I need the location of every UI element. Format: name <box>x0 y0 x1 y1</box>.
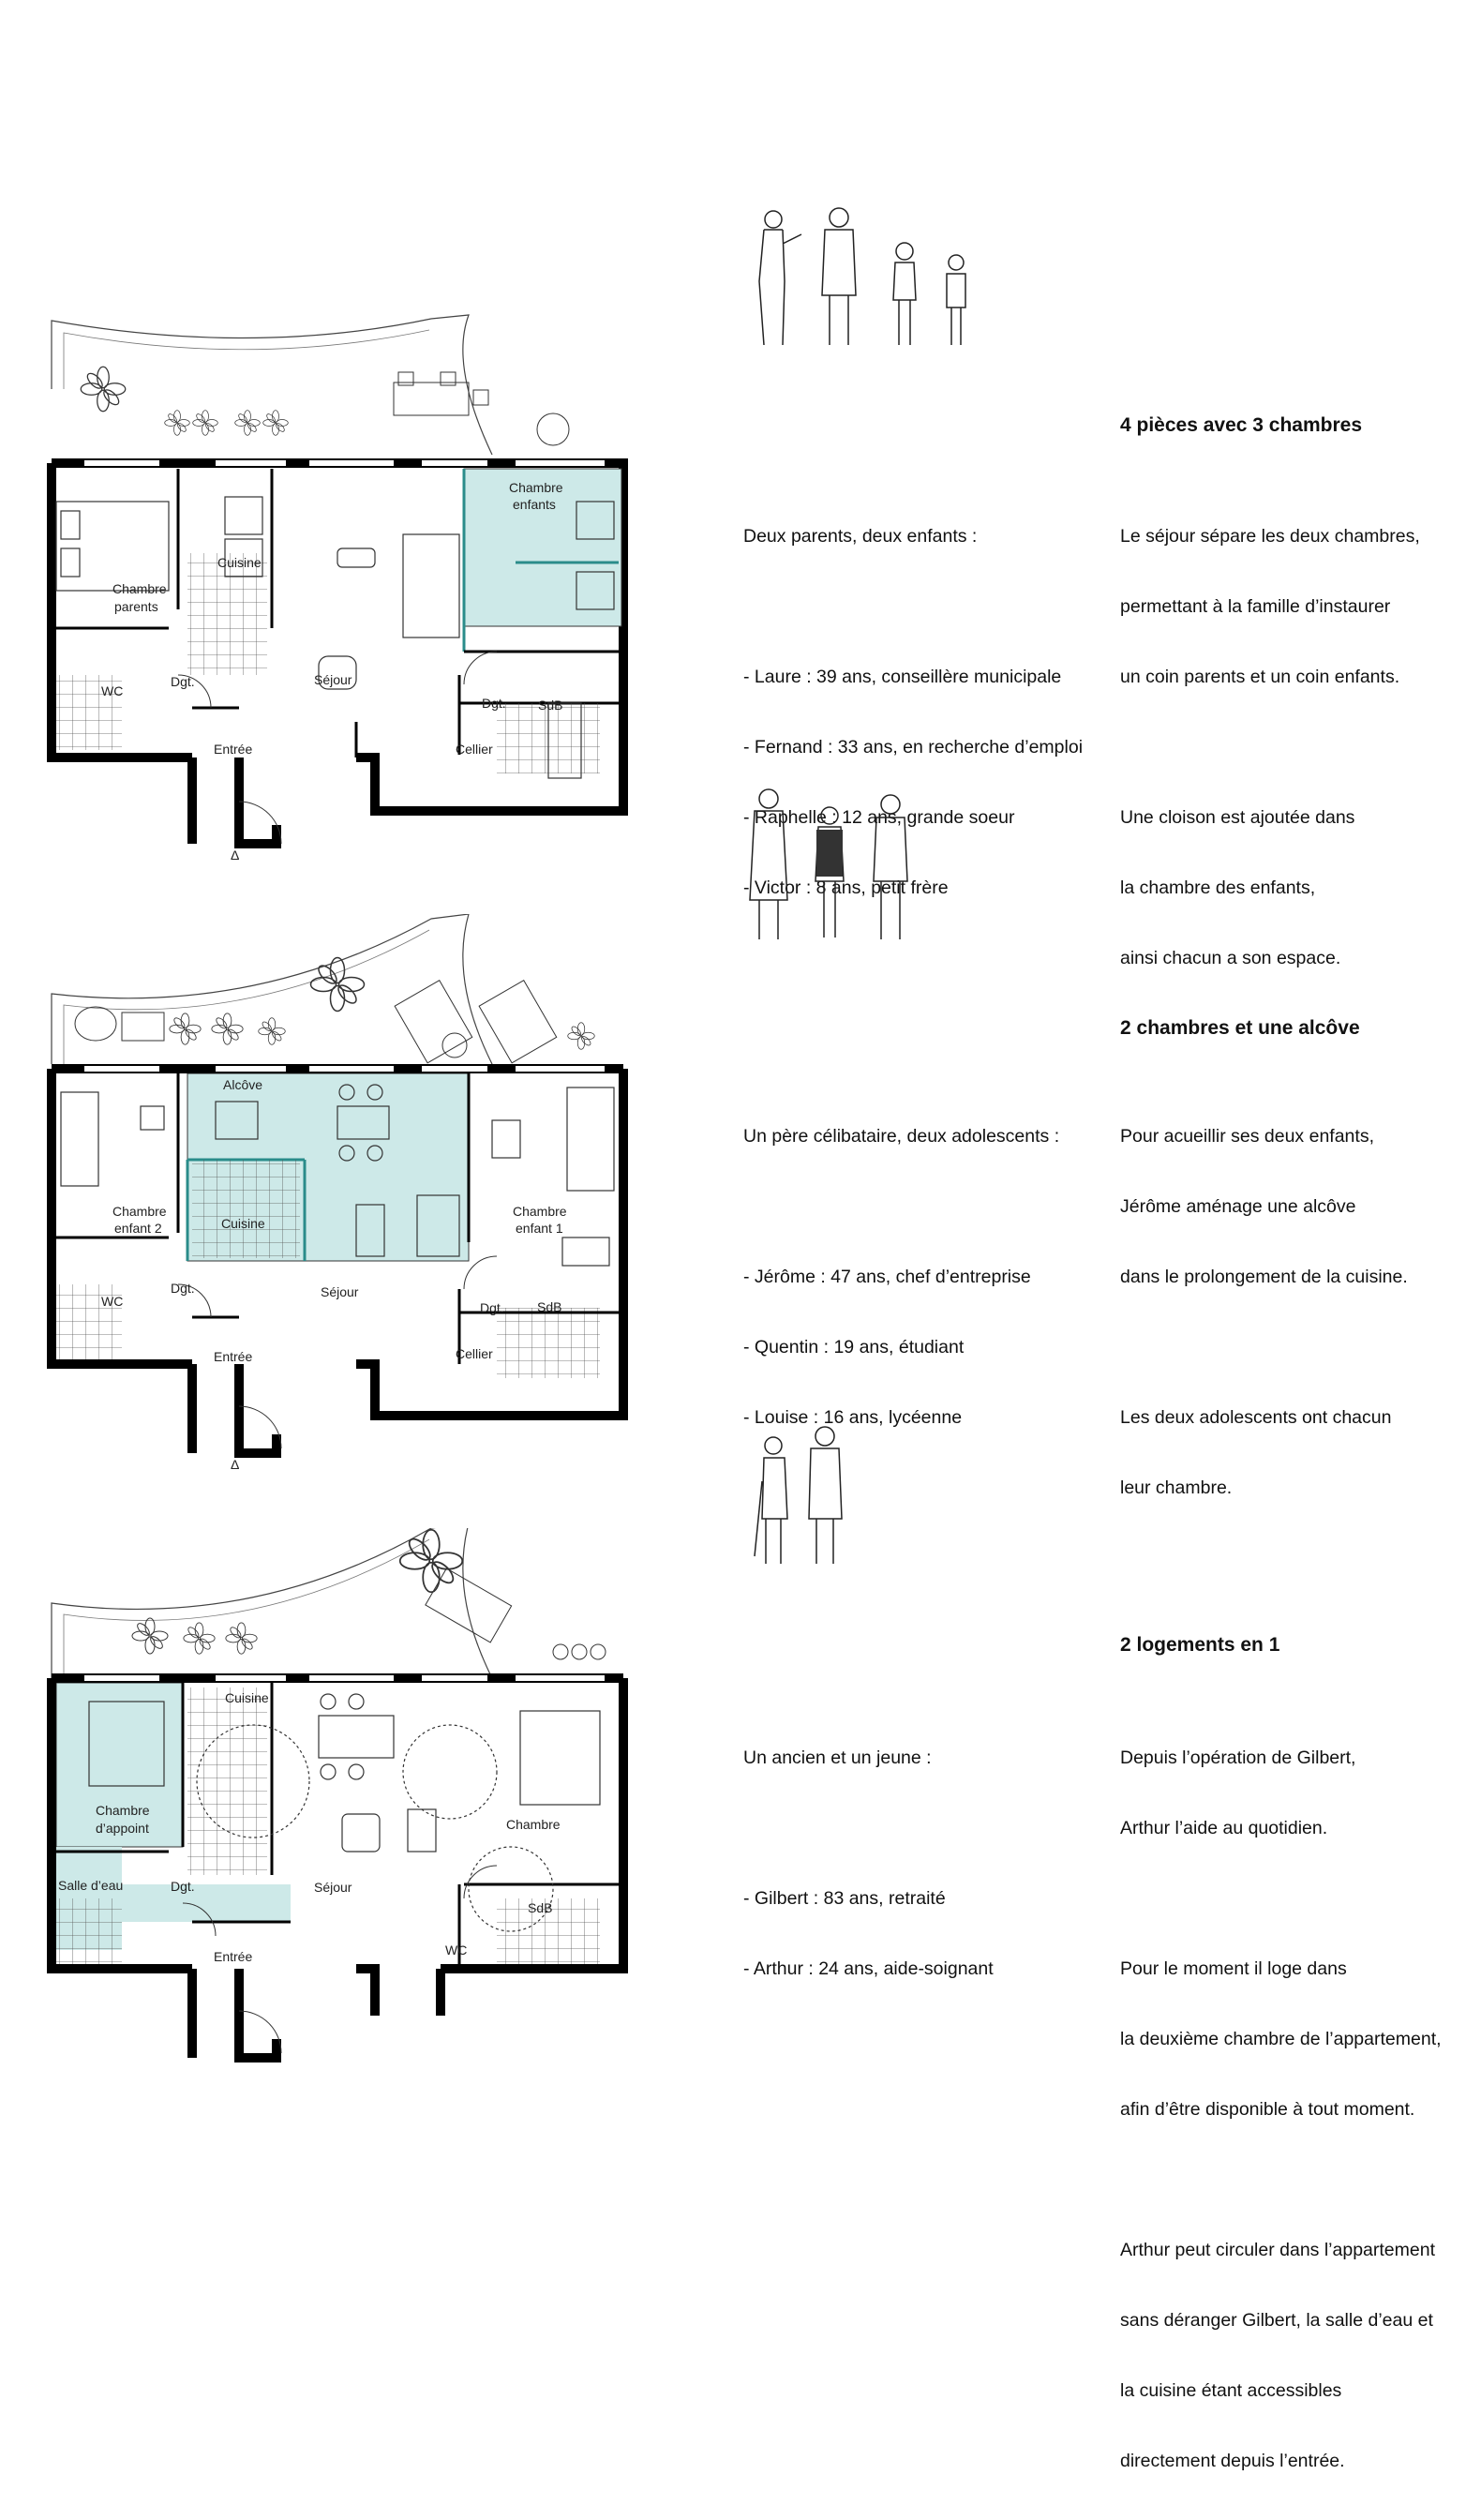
label-chambre-appoint-1: Chambre <box>96 1803 150 1818</box>
label-cellier: Cellier <box>456 742 493 757</box>
label-dgt-right: Dgt. <box>482 696 506 711</box>
scenario-3 <box>0 1528 1481 2471</box>
scenario-title: 2 chambres et une alcôve <box>1120 1017 1360 1039</box>
label-chambre-enfant1-1: Chambre <box>513 1204 567 1219</box>
label-dgt-left: Dgt. <box>171 1281 195 1296</box>
label-salle-eau: Salle d’eau <box>58 1878 124 1893</box>
label-chambre-enfants-1: Chambre <box>509 480 563 495</box>
label-dgt: Dgt. <box>171 1879 195 1894</box>
label-sejour: Séjour <box>314 1880 352 1895</box>
scenario-title: 4 pièces avec 3 chambres <box>1120 414 1363 436</box>
label-sdb: SdB <box>538 698 563 712</box>
label-wc: WC <box>445 1942 468 1958</box>
household-text: Un père célibataire, deux adolescents : - Jérôme : 47 ans, chef d’entreprise - Quentin : 19 ans, étudiant - Louise : 16 ans, lycéenne <box>743 1126 1060 1428</box>
people-figures-1 <box>736 206 1017 347</box>
kitchen-floor <box>187 553 267 675</box>
label-chambre-parents-2: parents <box>114 599 158 614</box>
description-text: Depuis l’opération de Gilbert, Arthur l’aide au quotidien. Pour le moment il loge dans la deuxième chambre de l’appartement, afin d’être disponible à tout moment. Arthur peut circuler dans l’appartement sans déranger Gilbert, la salle d’eau et la cuisine étant accessibles directement depuis l’entrée. <box>1120 1748 1442 2471</box>
label-cuisine: Cuisine <box>221 1216 265 1231</box>
label-dgt-left: Dgt. <box>171 674 195 689</box>
label-cellier: Cellier <box>456 1346 493 1361</box>
floor-plan-2 <box>47 914 647 1495</box>
terrace-outline <box>52 315 492 455</box>
floor-plan-3 <box>47 1528 647 2109</box>
label-chambre-enfants-2: enfants <box>513 497 556 512</box>
label-sejour: Séjour <box>314 672 352 687</box>
label-chambre-parents-1: Chambre <box>112 581 167 596</box>
label-chambre-enfant1-2: enfant 1 <box>516 1221 563 1236</box>
label-sejour: Séjour <box>321 1284 359 1299</box>
label-dgt-right: Dgt. <box>480 1300 504 1315</box>
description-text: Le séjour sépare les deux chambres, permettant à la famille d’instaurer un coin parents et un coin enfants. Une cloison est ajoutée dans la chambre des enfants, ainsi chacun a son espace. <box>1120 526 1420 968</box>
label-chambre-enfant2-1: Chambre <box>112 1204 167 1219</box>
entrance-marker: Δ <box>231 848 240 862</box>
label-wc: WC <box>101 1294 124 1309</box>
household-text: Deux parents, deux enfants : - Laure : 39 ans, conseillère municipale - Fernand : 33 ans, en recherche d’emploi - Raphelle : 12 ans, grande soeur - Victor : 8 ans, petit frère <box>743 526 1084 898</box>
terrace-furniture <box>81 367 569 445</box>
label-chambre: Chambre <box>506 1817 561 1832</box>
label-wc: WC <box>101 683 124 698</box>
description-text: Pour acueillir ses deux enfants, Jérôme aménage une alcôve dans le prolongement de la cuisine. Les deux adolescents ont chacun leur chambre. <box>1120 1126 1408 1498</box>
label-chambre-appoint-2: d’appoint <box>96 1821 149 1836</box>
label-cuisine: Cuisine <box>217 555 262 570</box>
scenario-2 <box>0 914 1481 1514</box>
label-sdb: SdB <box>528 1900 553 1915</box>
label-sdb: SdB <box>537 1299 562 1314</box>
floor-plan-1 <box>47 300 647 881</box>
entrance-marker: Δ <box>231 1457 240 1472</box>
people-figures-2 <box>736 788 1017 942</box>
label-chambre-enfant2-2: enfant 2 <box>114 1221 162 1236</box>
label-entree: Entrée <box>214 742 253 757</box>
terrace-furniture <box>75 958 594 1063</box>
label-entree: Entrée <box>214 1949 253 1964</box>
label-alcove: Alcôve <box>223 1077 263 1092</box>
people-figures-3 <box>736 1425 923 1566</box>
label-cuisine: Cuisine <box>225 1690 269 1705</box>
scenario-title: 2 logements en 1 <box>1120 1634 1280 1656</box>
household-text: Un ancien et un jeune : - Gilbert : 83 ans, retraité - Arthur : 24 ans, aide-soignant <box>743 1748 994 1979</box>
label-entree: Entrée <box>214 1349 253 1364</box>
